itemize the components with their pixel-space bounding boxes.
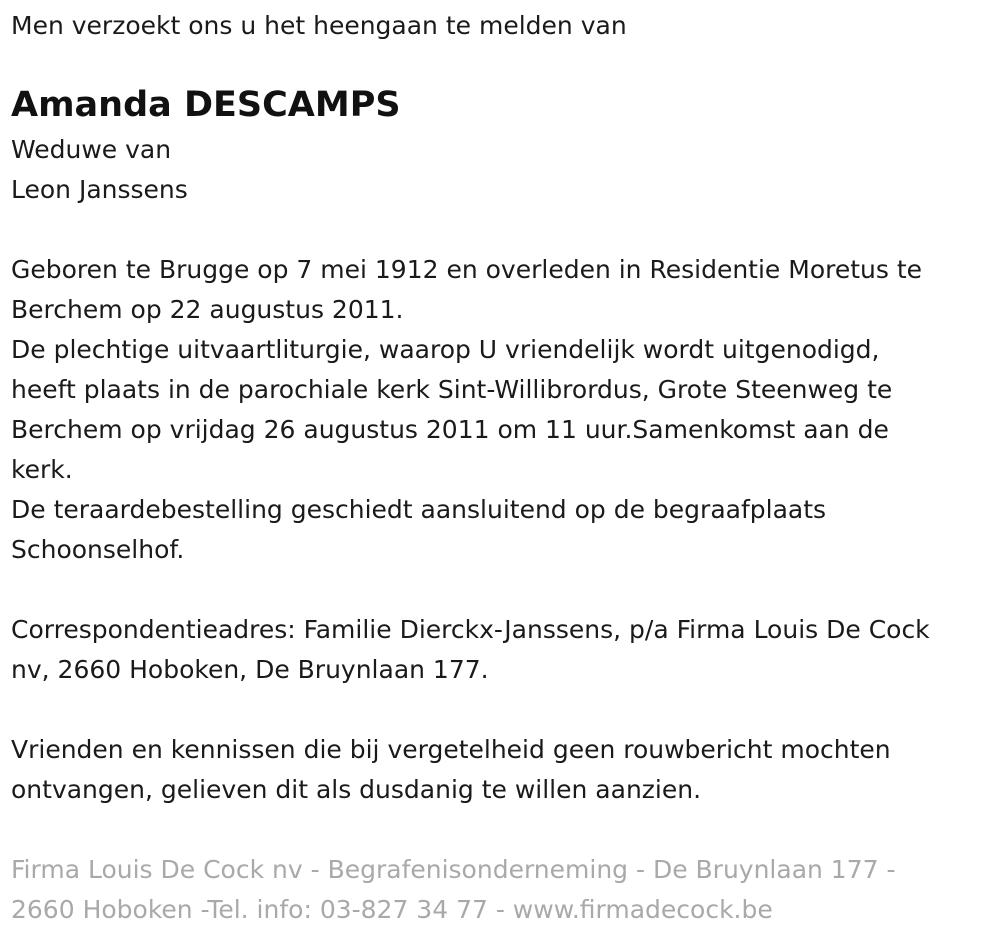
- closing-line: Vrienden en kennissen die bij vergetelheid geen rouwbericht mochten: [11, 735, 891, 764]
- details-line: Schoonselhof.: [11, 535, 185, 564]
- details-line: Berchem op vrijdag 26 augustus 2011 om 11 uur.Samenkomst aan de: [11, 415, 889, 444]
- details-line: De teraardebestelling geschiedt aansluitend op de begraafplaats: [11, 495, 827, 524]
- relation-line: Weduwe van: [11, 135, 172, 164]
- funeral-home-footer: [11, 850, 988, 930]
- correspondence-line: Correspondentieadres: Familie Dierckx-Janssens, p/a Firma Louis De Cock: [11, 615, 930, 644]
- correspondence-block: [11, 610, 988, 690]
- footer-line: 2660 Hoboken -Tel. info: 03-827 34 77 - www.firmadecock.be: [11, 895, 773, 924]
- relation-block: [11, 130, 988, 210]
- details-line: Berchem op 22 augustus 2011.: [11, 295, 404, 324]
- details-line: De plechtige uitvaartliturgie, waarop U vriendelijk wordt uitgenodigd,: [11, 335, 880, 364]
- closing-line: ontvangen, gelieven dit als dusdanig te willen aanzien.: [11, 775, 702, 804]
- footer-line: Firma Louis De Cock nv - Begrafenisonderneming - De Bruynlaan 177 -: [11, 855, 896, 884]
- details-line: Geboren te Brugge op 7 mei 1912 en overleden in Residentie Moretus te: [11, 255, 923, 284]
- spouse-name: Leon Janssens: [11, 175, 188, 204]
- details-block: [11, 250, 988, 570]
- details-line: kerk.: [11, 455, 73, 484]
- closing-block: [11, 730, 988, 810]
- deceased-name: Amanda DESCAMPS: [11, 85, 401, 125]
- intro-text: Men verzoekt ons u het heengaan te melden van: [11, 11, 627, 40]
- details-line: heeft plaats in de parochiale kerk Sint-Willibrordus, Grote Steenweg te: [11, 375, 893, 404]
- correspondence-line: nv, 2660 Hoboken, De Bruynlaan 177.: [11, 655, 489, 684]
